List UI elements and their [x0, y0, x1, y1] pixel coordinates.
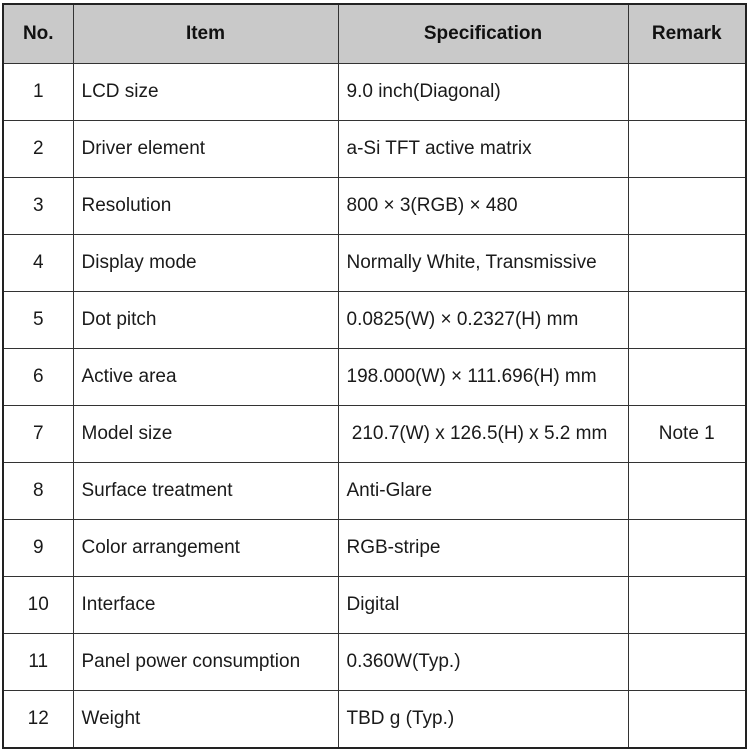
table-row — [3, 292, 746, 349]
header-row — [3, 4, 746, 64]
row-item: Active area — [73, 349, 338, 406]
row-remark — [628, 463, 746, 520]
row-remark — [628, 349, 746, 406]
row-specification: 0.0825(W) × 0.2327(H) mm — [338, 292, 628, 349]
row-item: Interface — [73, 577, 338, 634]
row-item: Surface treatment — [73, 463, 338, 520]
row-no: 3 — [3, 178, 73, 235]
row-item: Dot pitch — [73, 292, 338, 349]
row-item: Color arrangement — [73, 520, 338, 577]
header-no: No. — [3, 4, 73, 64]
row-no: 7 — [3, 406, 73, 463]
table-row — [3, 577, 746, 634]
row-remark — [628, 577, 746, 634]
table-row — [3, 691, 746, 749]
row-specification: 800 × 3(RGB) × 480 — [338, 178, 628, 235]
row-no: 12 — [3, 691, 73, 749]
row-remark — [628, 520, 746, 577]
row-specification: 9.0 inch(Diagonal) — [338, 64, 628, 121]
table-row — [3, 520, 746, 577]
row-no: 4 — [3, 235, 73, 292]
header-specification: Specification — [338, 4, 628, 64]
table-row — [3, 463, 746, 520]
row-no: 5 — [3, 292, 73, 349]
table-header — [3, 4, 746, 64]
row-specification: RGB-stripe — [338, 520, 628, 577]
row-remark — [628, 634, 746, 691]
row-specification: TBD g (Typ.) — [338, 691, 628, 749]
row-item: Weight — [73, 691, 338, 749]
header-item: Item — [73, 4, 338, 64]
row-no: 6 — [3, 349, 73, 406]
row-remark — [628, 64, 746, 121]
row-remark — [628, 178, 746, 235]
table-row — [3, 235, 746, 292]
table-row — [3, 121, 746, 178]
row-remark — [628, 691, 746, 749]
row-no: 10 — [3, 577, 73, 634]
spec-table — [2, 3, 747, 749]
table-row — [3, 406, 746, 463]
row-item: Driver element — [73, 121, 338, 178]
row-specification: Anti-Glare — [338, 463, 628, 520]
row-specification: 210.7(W) x 126.5(H) x 5.2 mm — [338, 406, 628, 463]
row-no: 2 — [3, 121, 73, 178]
table-body — [3, 64, 746, 749]
row-item: Resolution — [73, 178, 338, 235]
row-item: Model size — [73, 406, 338, 463]
row-remark — [628, 121, 746, 178]
row-no: 9 — [3, 520, 73, 577]
row-no: 11 — [3, 634, 73, 691]
row-item: LCD size — [73, 64, 338, 121]
table-row — [3, 64, 746, 121]
row-specification: Normally White, Transmissive — [338, 235, 628, 292]
row-specification: 0.360W(Typ.) — [338, 634, 628, 691]
row-specification: a-Si TFT active matrix — [338, 121, 628, 178]
row-remark — [628, 235, 746, 292]
row-no: 8 — [3, 463, 73, 520]
row-remark: Note 1 — [628, 406, 746, 463]
table-row — [3, 349, 746, 406]
row-remark — [628, 292, 746, 349]
row-no: 1 — [3, 64, 73, 121]
table-row — [3, 634, 746, 691]
row-item: Display mode — [73, 235, 338, 292]
table-row — [3, 178, 746, 235]
row-item: Panel power consumption — [73, 634, 338, 691]
row-specification: Digital — [338, 577, 628, 634]
header-remark: Remark — [628, 4, 746, 64]
row-specification: 198.000(W) × 111.696(H) mm — [338, 349, 628, 406]
